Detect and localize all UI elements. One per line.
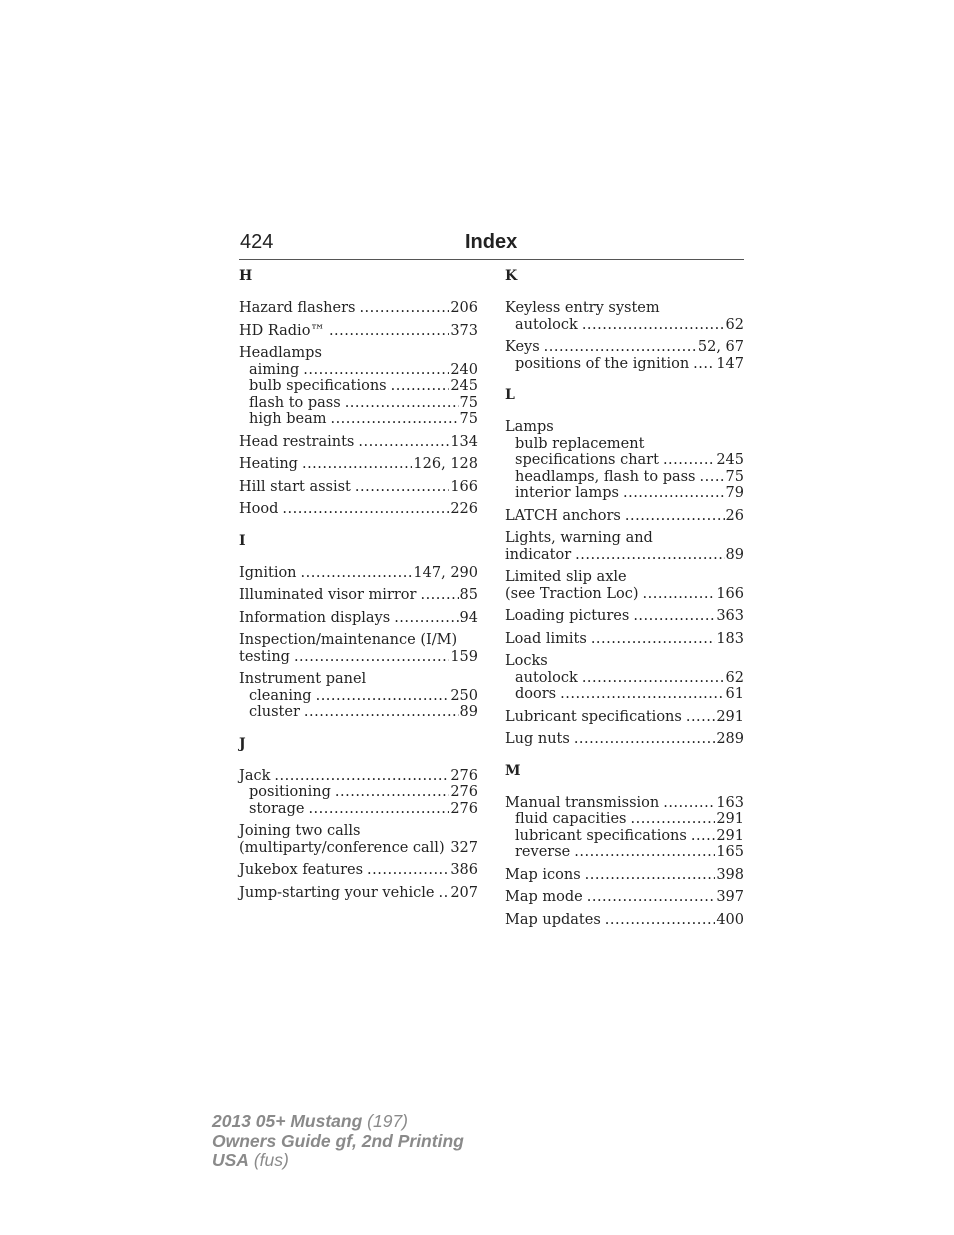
index-entry-line [239, 671, 478, 688]
entry-label: aiming [249, 361, 300, 378]
index-subentry [505, 356, 744, 373]
dot-leader [585, 867, 716, 884]
index-column-left [239, 268, 478, 907]
index-entry [505, 631, 744, 648]
index-entry-line [239, 610, 478, 627]
index-subentry [239, 688, 478, 705]
page-reference: 276 [450, 767, 478, 784]
dot-leader [282, 501, 449, 518]
entry-label: Head restraints [239, 433, 355, 450]
index-entry [239, 632, 478, 665]
page-reference: 327 [450, 839, 478, 856]
dot-leader [582, 317, 725, 334]
index-subentry [505, 436, 744, 453]
index-entry-line [239, 840, 478, 857]
index-entry [505, 709, 744, 726]
index-entry-line [239, 434, 478, 451]
index-entry [505, 569, 744, 602]
dot-leader [355, 479, 449, 496]
page-reference: 62 [725, 669, 744, 686]
dot-leader [274, 768, 449, 785]
index-entry-line [505, 547, 744, 564]
entry-label: Lamps [505, 419, 554, 435]
page-reference: 397 [716, 889, 744, 905]
index-entry [239, 823, 478, 856]
entry-label: Locks [505, 653, 548, 669]
index-subentry [505, 811, 744, 828]
page-reference: 79 [725, 485, 744, 501]
index-subentry [505, 828, 744, 845]
index-subentry [505, 686, 744, 703]
footer-market: USA [212, 1150, 249, 1170]
index-entry-line [239, 300, 478, 317]
index-subentry [239, 704, 478, 721]
dot-leader [663, 795, 715, 812]
entry-label: Loading pictures [505, 608, 630, 624]
footer-market-code: (fus) [253, 1150, 289, 1170]
page-reference: 94 [459, 609, 478, 626]
index-entry [505, 300, 744, 333]
page-reference: 373 [450, 322, 478, 339]
index-entry-line [505, 889, 744, 906]
index-entry [505, 653, 744, 703]
index-entry [239, 610, 478, 627]
page-reference: 52, 67 [697, 339, 744, 355]
index-entry-line [239, 501, 478, 518]
index-entry-line [239, 345, 478, 362]
entry-label: fluid capacities [515, 811, 627, 827]
dot-leader [700, 469, 725, 486]
dot-leader [633, 608, 715, 625]
index-entry [239, 345, 478, 428]
page-reference: 62 [725, 316, 744, 333]
dot-leader [560, 686, 724, 703]
dot-leader [605, 912, 716, 929]
entry-label: Illuminated visor mirror [239, 587, 417, 603]
entry-label: Instrument panel [239, 671, 367, 687]
index-entry-line [505, 867, 744, 884]
entry-label: positions of the ignition [515, 355, 690, 372]
dot-leader [686, 709, 715, 726]
index-subentry [239, 801, 478, 818]
index-entry [239, 565, 478, 582]
page-reference: 166 [716, 585, 744, 602]
dot-leader [574, 844, 715, 861]
index-entry [505, 731, 744, 748]
index-entry-line [239, 862, 478, 879]
index-entry [505, 339, 744, 372]
page-header [239, 229, 744, 260]
entry-label: Jukebox features [239, 862, 364, 878]
page-reference: 400 [716, 911, 744, 928]
page-reference: 163 [716, 794, 744, 811]
index-entry-line [505, 339, 744, 356]
dot-leader [582, 670, 725, 687]
entry-label: interior lamps [515, 485, 619, 501]
entry-label: specifications chart [515, 452, 659, 468]
page-reference: 134 [450, 433, 478, 450]
index-entry-line [239, 587, 478, 604]
index-entry-line [239, 323, 478, 340]
dot-leader [630, 811, 715, 828]
entry-label: indicator [505, 546, 572, 563]
index-entry [239, 434, 478, 451]
index-entry-line [505, 631, 744, 648]
index-entry-line [239, 565, 478, 582]
dot-leader [303, 362, 449, 379]
dot-leader [367, 862, 449, 879]
entry-label: Keyless entry system [505, 300, 660, 316]
page-reference: 386 [450, 862, 478, 878]
entry-label: (multiparty/conference call) [239, 839, 445, 856]
section-letter: H [239, 268, 253, 284]
dot-leader [345, 395, 459, 412]
entry-label: Inspection/maintenance (I/M) [239, 632, 458, 648]
index-entry-line [505, 530, 744, 547]
dot-leader [308, 801, 449, 818]
entry-label: testing [239, 648, 290, 665]
section-letter: K [505, 268, 518, 284]
page-reference: 183 [716, 630, 744, 647]
entry-label: Limited slip axle [505, 569, 627, 585]
page-reference: 291 [716, 811, 744, 827]
section-letter: L [505, 387, 515, 403]
entry-label: Information displays [239, 609, 391, 626]
index-entry [239, 501, 478, 518]
index-entry-line [505, 709, 744, 726]
index-subentry [239, 784, 478, 801]
index-entry-line [239, 479, 478, 496]
index-entry-line [239, 823, 478, 840]
footer-line [212, 1151, 464, 1171]
index-entry [505, 508, 744, 525]
page-title: Index [465, 231, 518, 253]
entry-label: (see Traction Loc) [505, 585, 639, 602]
dot-leader [391, 378, 450, 395]
entry-label: reverse [515, 844, 571, 860]
page-reference: 26 [725, 507, 744, 524]
dot-leader [304, 704, 459, 721]
index-subentry [505, 844, 744, 861]
page-reference: 61 [725, 686, 744, 702]
entry-label: autolock [515, 669, 578, 686]
index-entry [505, 608, 744, 625]
entry-label: positioning [249, 784, 331, 800]
index-subentry [239, 395, 478, 412]
index-entry [239, 456, 478, 473]
entry-label: Lights, warning and [505, 530, 653, 546]
section-letter: I [239, 532, 246, 549]
index-subentry [505, 469, 744, 486]
entry-label: Headlamps [239, 345, 322, 361]
index-entry-line [505, 653, 744, 670]
dot-leader [587, 889, 716, 906]
entry-label: bulb replacement [515, 435, 645, 452]
page-reference: 85 [459, 587, 478, 603]
entry-label: Manual transmission [505, 794, 660, 811]
page-reference: 126, 128 [413, 456, 478, 472]
page-reference: 276 [450, 800, 478, 817]
dot-leader [316, 688, 450, 705]
index-entry [239, 885, 478, 902]
dot-leader [329, 323, 449, 340]
index-subentry [239, 378, 478, 395]
index-entry [505, 795, 744, 861]
index-entry [505, 912, 744, 929]
index-subentry [505, 452, 744, 469]
dot-leader [330, 411, 458, 428]
footer-code: (197) [367, 1111, 409, 1131]
page-reference: 75 [459, 394, 478, 411]
index-subentry [505, 485, 744, 502]
index-entry-line [505, 912, 744, 929]
index-entry-line [505, 419, 744, 436]
page-reference: 276 [450, 784, 478, 800]
index-entry [239, 587, 478, 604]
footer-line [212, 1112, 464, 1132]
page-reference: 206 [450, 300, 478, 316]
index-entry [239, 479, 478, 496]
entry-label: Keys [505, 339, 540, 355]
page-reference: 207 [450, 884, 478, 901]
index-entry [505, 530, 744, 563]
index-subentry [239, 362, 478, 379]
entry-label: headlamps, flash to pass [515, 468, 696, 485]
dot-leader [420, 587, 458, 604]
dot-leader [335, 784, 449, 801]
index-entry-line [505, 586, 744, 603]
section-letter: M [505, 762, 521, 779]
index-entry [239, 323, 478, 340]
index-subentry [505, 317, 744, 334]
index-entry-line [239, 649, 478, 666]
dot-leader [394, 610, 458, 627]
entry-label: cluster [249, 704, 300, 720]
index-entry [505, 867, 744, 884]
index-entry [239, 862, 478, 879]
entry-label: Jack [239, 767, 271, 784]
dot-leader [301, 565, 413, 582]
dot-leader [359, 300, 449, 317]
dot-leader [623, 485, 725, 502]
entry-label: Lug nuts [505, 731, 570, 747]
index-subentry [239, 411, 478, 428]
page-reference: 289 [716, 731, 744, 747]
page-reference: 250 [450, 687, 478, 704]
entry-label: flash to pass [249, 394, 341, 411]
entry-label: Joining two calls [239, 823, 361, 839]
dot-leader [663, 452, 715, 469]
page-reference: 75 [725, 468, 744, 485]
dot-leader [439, 885, 450, 902]
entry-label: Map mode [505, 889, 583, 905]
page-reference: 166 [450, 478, 478, 495]
entry-label: HD Radio™ [239, 322, 325, 339]
footer-line [212, 1132, 464, 1152]
entry-label: Ignition [239, 564, 297, 581]
dot-leader [643, 586, 716, 603]
page-reference: 89 [725, 546, 744, 563]
index-entry-line [505, 508, 744, 525]
page-reference: 89 [459, 704, 478, 720]
entry-label: autolock [515, 316, 578, 333]
index-entry-line [505, 731, 744, 748]
dot-leader [691, 828, 715, 845]
page-reference: 245 [450, 378, 478, 394]
entry-label: Heating [239, 456, 298, 472]
entry-label: Hood [239, 501, 279, 517]
index-entry-line [239, 456, 478, 473]
index-entry [505, 889, 744, 906]
page-reference: 75 [459, 411, 478, 427]
page-reference: 159 [450, 648, 478, 665]
dot-leader [449, 840, 450, 857]
dot-leader [693, 356, 715, 373]
dot-leader [591, 631, 715, 648]
page-reference: 291 [716, 708, 744, 725]
dot-leader [358, 434, 449, 451]
index-entry-line [505, 300, 744, 317]
entry-label: Hazard flashers [239, 300, 356, 316]
page-reference: 226 [450, 501, 478, 517]
index-entry-line [239, 632, 478, 649]
index-entry [239, 768, 478, 818]
index-entry-line [505, 569, 744, 586]
dot-leader [575, 547, 724, 564]
entry-label: bulb specifications [249, 378, 387, 394]
footer-model: 2013 05+ Mustang [212, 1111, 363, 1131]
index-entry-line [505, 795, 744, 812]
index-subentry [505, 670, 744, 687]
entry-label: doors [515, 686, 557, 702]
dot-leader [544, 339, 697, 356]
entry-label: Map updates [505, 911, 601, 928]
index-entry-line [505, 608, 744, 625]
page-reference: 147, 290 [413, 564, 478, 581]
index-entry [505, 419, 744, 502]
section-letter: J [239, 735, 246, 752]
entry-label: Jump-starting your vehicle [239, 884, 435, 901]
page-number: 424 [240, 231, 274, 253]
index-entry-line [239, 885, 478, 902]
page-reference: 398 [716, 866, 744, 883]
entry-label: storage [249, 800, 305, 817]
dot-leader [625, 508, 725, 525]
entry-label: LATCH anchors [505, 507, 621, 524]
index-entry [239, 671, 478, 721]
footer-guide: Owners Guide gf, 2nd Printing [212, 1130, 464, 1151]
index-column-right [505, 268, 744, 934]
page-reference: 147 [716, 355, 744, 372]
entry-label: Map icons [505, 866, 581, 883]
entry-label: lubricant specifications [515, 827, 687, 844]
index-entry-line [239, 768, 478, 785]
entry-label: cleaning [249, 687, 312, 704]
entry-label: Load limits [505, 630, 587, 647]
page-reference: 363 [716, 608, 744, 624]
document-footer [212, 1112, 464, 1171]
entry-label: Lubricant specifications [505, 708, 682, 725]
dot-leader [574, 731, 716, 748]
index-entry [239, 300, 478, 317]
page-reference: 245 [716, 452, 744, 468]
page-reference: 291 [716, 827, 744, 844]
dot-leader [302, 456, 412, 473]
page-reference: 240 [450, 361, 478, 378]
entry-label: Hill start assist [239, 478, 351, 495]
entry-label: high beam [249, 411, 327, 427]
page-reference: 165 [716, 844, 744, 860]
dot-leader [294, 649, 449, 666]
